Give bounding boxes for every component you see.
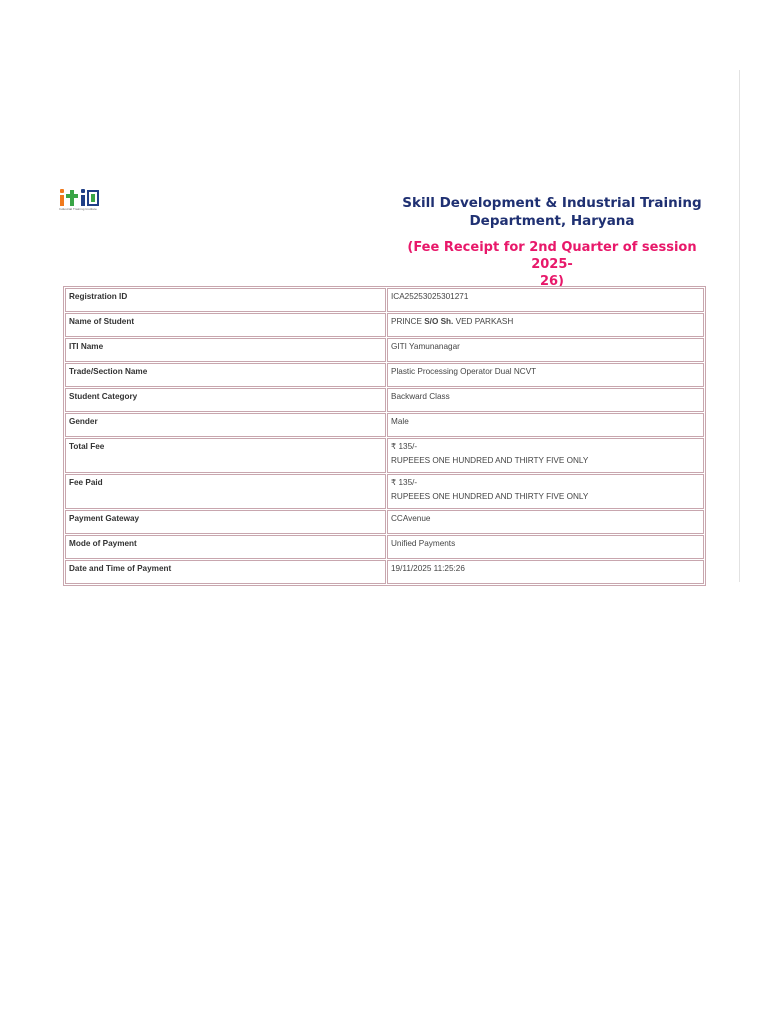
total-fee-words: RUPEEES ONE HUNDRED AND THIRTY FIVE ONLY — [391, 456, 589, 465]
title-line-2: Department, Haryana — [469, 213, 635, 229]
payment-mode-label: Mode of Payment — [65, 535, 386, 559]
fee-paid-label: Fee Paid — [65, 474, 386, 509]
gateway-value: CCAvenue — [387, 510, 704, 534]
subtitle-line-2: 26) — [539, 274, 565, 289]
table-row — [65, 510, 704, 534]
payment-datetime-value: 19/11/2025 11:25:26 — [387, 560, 704, 584]
table-row — [65, 313, 704, 337]
payment-datetime-label: Date and Time of Payment — [65, 560, 386, 584]
table-row — [65, 388, 704, 412]
registration-id-label: Registration ID — [65, 288, 386, 312]
table-row — [65, 438, 704, 473]
fee-paid-amount: ₹ 135/- — [391, 478, 418, 487]
gateway-label: Payment Gateway — [65, 510, 386, 534]
table-row — [65, 535, 704, 559]
trade-value: Plastic Processing Operator Dual NCVT — [387, 363, 704, 387]
iti-logo-icon — [59, 188, 101, 208]
table-row — [65, 363, 704, 387]
table-row — [65, 338, 704, 362]
logo-caption: Industrial Training Institute — [59, 207, 97, 211]
fee-receipt-table — [63, 286, 706, 586]
parent-name: VED PARKASH — [455, 317, 514, 326]
total-fee-amount: ₹ 135/- — [391, 442, 418, 451]
iti-name-label: ITI Name — [65, 338, 386, 362]
student-name: PRINCE — [391, 317, 422, 326]
registration-id-value: ICA25253025301271 — [387, 288, 704, 312]
total-fee-value — [387, 438, 704, 473]
gender-value: Male — [387, 413, 704, 437]
trade-label: Trade/Section Name — [65, 363, 386, 387]
page-edge-divider — [739, 70, 740, 582]
student-name-label: Name of Student — [65, 313, 386, 337]
gender-label: Gender — [65, 413, 386, 437]
fee-paid-words: RUPEEES ONE HUNDRED AND THIRTY FIVE ONLY — [391, 492, 589, 501]
table-row — [65, 288, 704, 312]
receipt-subtitle — [396, 239, 708, 290]
title-line-1: Skill Development & Industrial Training — [402, 195, 702, 211]
total-fee-label: Total Fee — [65, 438, 386, 473]
subtitle-line-1: (Fee Receipt for 2nd Quarter of session 2025- — [407, 240, 697, 272]
payment-mode-value: Unified Payments — [387, 535, 704, 559]
student-name-value — [387, 313, 704, 337]
table-row — [65, 560, 704, 584]
table-row — [65, 474, 704, 509]
category-label: Student Category — [65, 388, 386, 412]
relation-prefix: S/O Sh. — [424, 317, 454, 326]
fee-paid-value — [387, 474, 704, 509]
page-title — [392, 194, 712, 230]
iti-name-value: GITI Yamunanagar — [387, 338, 704, 362]
table-row — [65, 413, 704, 437]
category-value: Backward Class — [387, 388, 704, 412]
